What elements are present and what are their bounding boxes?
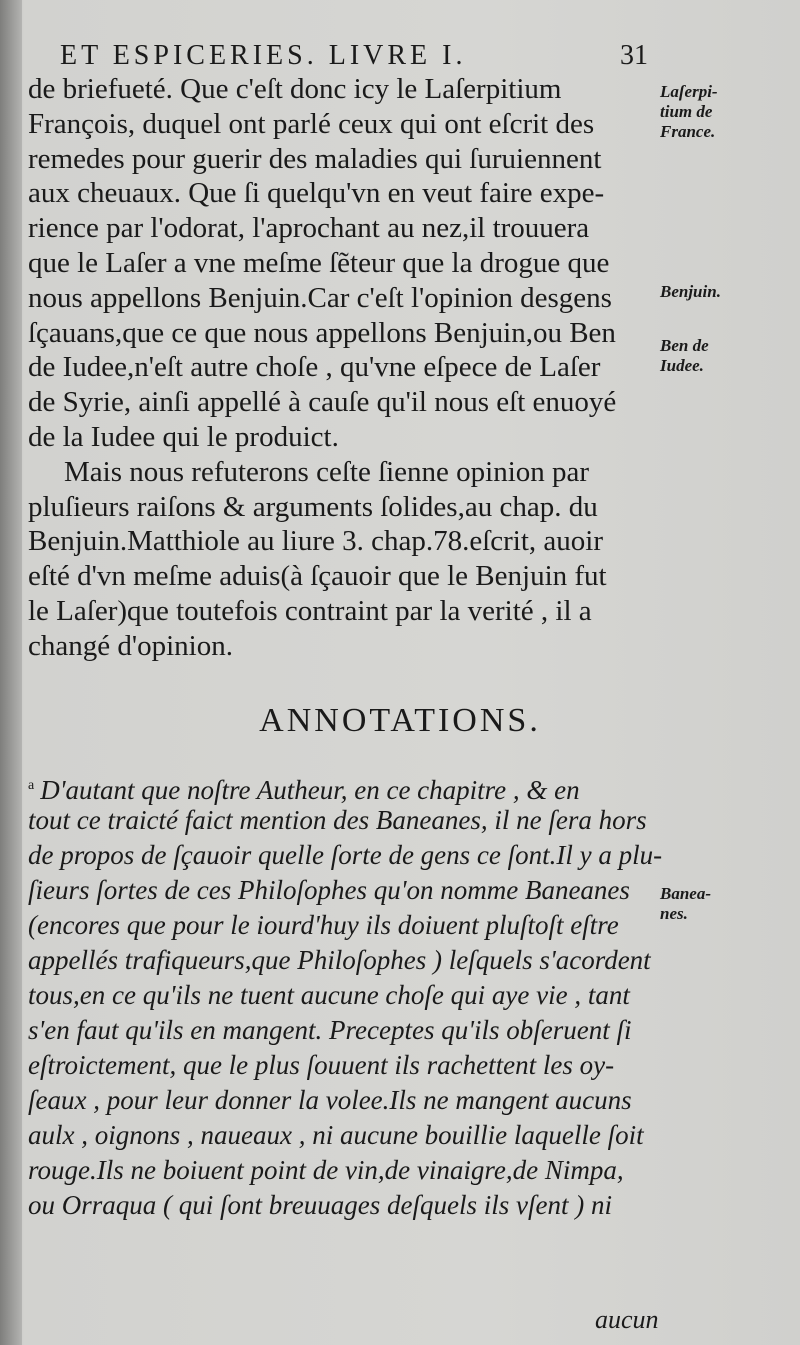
text-line: de Syrie, ainſi appellé à cauſe qu'il nous eſt enuoyé — [28, 386, 617, 419]
margin-note-benjuin — [660, 282, 795, 302]
margin-note-line: tium de — [660, 102, 713, 121]
annotations-text — [28, 768, 663, 1223]
text-line: de Iudee,n'eſt autre choſe , qu'vne eſpece de Laſer — [28, 351, 601, 384]
main-text — [28, 72, 656, 664]
text-line: François, duquel ont parlé ceux qui ont eſcrit des — [28, 107, 595, 140]
annotation-line: ſeaux , pour leur donner la volee.Ils ne mangent aucuns — [28, 1085, 632, 1115]
text-line: pluſieurs raiſons & arguments ſolides,au chap. du — [28, 490, 598, 523]
text-line: rience par l'odorat, l'aprochant au nez,il trouuera — [28, 212, 590, 245]
annotation-line: ou Orraqua ( qui ſont breuuages deſquels ils vſent ) ni — [28, 1190, 612, 1220]
annotation-line: eſtroictement, que le plus ſouuent ils rachettent les oy- — [28, 1050, 615, 1080]
text-line: le Laſer)que toutefois contraint par la verité , il a — [28, 594, 592, 627]
page-number: 31 — [620, 40, 648, 71]
text-line: de la Iudee qui le produict. — [28, 420, 339, 453]
margin-note-baneanes — [660, 884, 795, 924]
text-line: de briefueté. Que c'eſt donc icy le Laſerpitium — [28, 73, 562, 105]
text-line: Benjuin.Matthiole au liure 3. chap.78.eſcrit, auoir — [28, 525, 604, 558]
margin-note-line: Laſerpi- — [660, 82, 718, 101]
margin-note-line: Ben de — [660, 336, 709, 355]
annotation-line: appellés trafiqueurs,que Philoſophes ) leſquels s'acordent — [28, 945, 651, 975]
margin-note-line: Iudee. — [660, 356, 704, 375]
annotation-line: (encores que pour le iourd'huy ils doiuent pluſtoſt eſtre — [28, 910, 619, 940]
text-line: Mais nous refuterons ceſte ſienne opinion par — [64, 455, 590, 488]
text-line: aux cheuaux. Que ſi quelqu'vn en veut faire expe- — [28, 177, 605, 210]
running-head-title: ET ESPICERIES. LIVRE I. — [60, 40, 467, 71]
text-line: remedes pour guerir des maladies qui ſuruiennent — [28, 142, 602, 175]
annotation-line-text: D'autant que noſtre Autheur, en ce chapitre , & en — [40, 775, 580, 805]
annotation-line: de propos de ſçauoir quelle ſorte de gens ce ſont.Il y a plu- — [28, 840, 663, 870]
catchword: aucun — [595, 1305, 659, 1334]
text-line: que le Laſer a vne meſme ſẽteur que la drogue que — [28, 246, 610, 279]
text-line: eſté d'vn meſme aduis(à ſçauoir que le Benjuin fut — [28, 560, 607, 593]
annotation-line: s'en faut qu'ils en mangent. Preceptes qu'ils obſeruent ſi — [28, 1015, 632, 1045]
annotation-line — [28, 768, 660, 803]
running-head — [60, 40, 700, 72]
text-line: nous appellons Benjuin.Car c'eſt l'opinion desgens — [28, 281, 612, 314]
margin-note-line: Benjuin. — [660, 282, 721, 301]
footnote-marker: a — [28, 778, 35, 793]
annotation-line: aulx , oignons , naueaux , ni aucune bouillie laquelle ſoit — [28, 1120, 644, 1150]
text-line: changé d'opinion. — [28, 629, 233, 662]
page-gutter — [0, 0, 22, 1345]
margin-note-ben-de-iudee — [660, 336, 795, 376]
annotation-line: ſieurs ſortes de ces Philoſophes qu'on nomme Baneanes — [28, 875, 630, 905]
margin-note-laserpitium — [660, 82, 795, 142]
annotation-line: tous,en ce qu'ils ne tuent aucune choſe qui aye vie , tant — [28, 980, 630, 1010]
annotations-heading: ANNOTATIONS. — [259, 702, 541, 739]
annotation-line: tout ce traicté faict mention des Baneanes, il ne ſera hors — [28, 805, 647, 835]
annotation-line: rouge.Ils ne boiuent point de vin,de vinaigre,de Nimpa, — [28, 1155, 624, 1185]
text-line: ſçauans,que ce que nous appellons Benjuin,ou Ben — [28, 316, 616, 349]
margin-note-line: France. — [660, 122, 716, 141]
margin-note-line: nes. — [660, 904, 688, 923]
margin-note-line: Banea- — [660, 884, 711, 903]
